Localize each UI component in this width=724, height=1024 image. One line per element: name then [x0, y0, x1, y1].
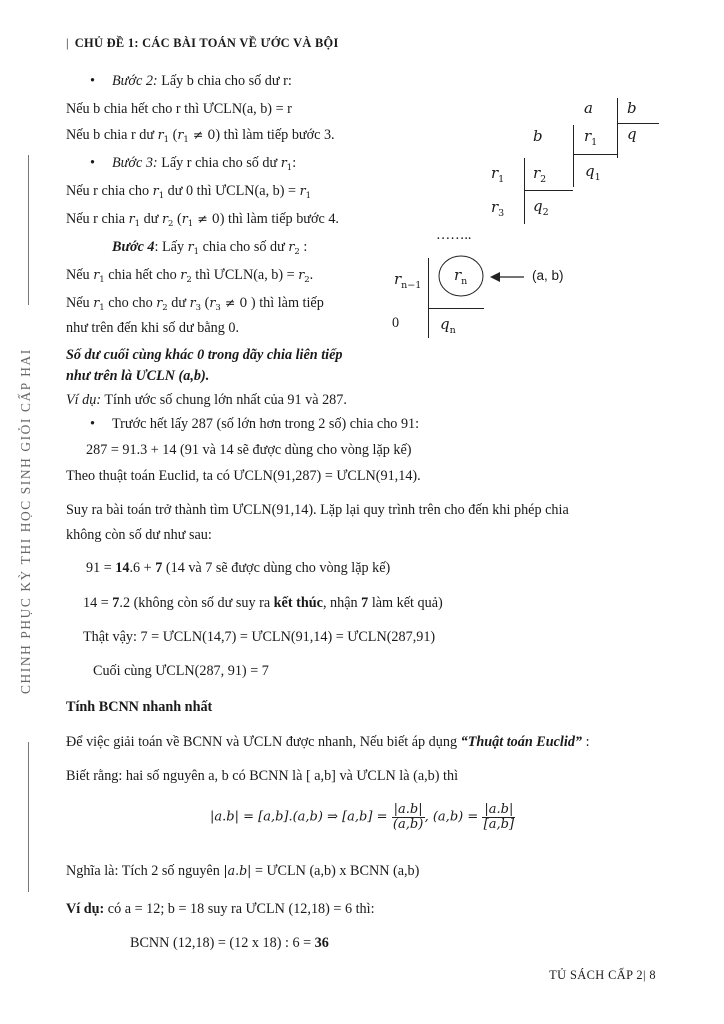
var: r — [177, 127, 184, 142]
var: r — [394, 270, 402, 288]
var: r — [280, 155, 287, 170]
var: q — [533, 197, 543, 215]
bold: kết thúc — [273, 595, 323, 611]
step-3-text: Lấy r chia cho số dư — [157, 155, 281, 171]
formula-part: |a.b| = [a,b].(a,b) ⇒ [a,b] = — [210, 809, 392, 825]
var: r — [128, 211, 135, 226]
var: r — [152, 183, 159, 198]
text: dư 0 thì ƯCLN(a, b) = — [164, 183, 300, 199]
var: r — [491, 164, 499, 182]
var: r — [157, 127, 164, 142]
math-r1 — [181, 211, 194, 229]
math-r2 — [161, 211, 174, 229]
math-r1 — [152, 183, 165, 201]
bold: 7 — [112, 595, 120, 611]
dg-arrow-label: (a, b) — [532, 268, 564, 283]
sub: 2 — [294, 247, 300, 257]
sub: n−1 — [401, 280, 422, 291]
var: r — [181, 211, 188, 226]
bold: 36 — [314, 935, 329, 951]
math-r1 — [177, 127, 189, 145]
example-1-eq2 — [86, 560, 390, 576]
math-r1 — [157, 127, 170, 145]
var: r — [288, 239, 295, 254]
text: Nếu r chia cho — [66, 183, 153, 199]
text: ) thì làm tiếp — [247, 295, 324, 311]
bcnn-formula — [210, 803, 515, 833]
sidebar-title: CHINH PHỤC KỲ THI HỌC SINH GIỎI CẤP HAI — [18, 348, 33, 694]
step-4 — [112, 239, 307, 258]
step-4-line-3: như trên đến khi số dư bằng 0. — [66, 320, 239, 336]
sub: 1 — [193, 247, 200, 257]
text: ( — [169, 127, 178, 143]
text: dư — [140, 211, 162, 227]
math-r1 — [187, 239, 200, 257]
text: BCNN (12,18) = (12 x 18) : 6 = — [130, 935, 315, 951]
sub: 3 — [215, 303, 221, 313]
text: dư — [167, 295, 190, 311]
math-r2 — [180, 267, 192, 285]
text: Nghĩa là: Tích 2 số nguyên — [66, 863, 224, 879]
dg-zero: 0 — [392, 315, 400, 331]
denominator: (a,b) — [392, 817, 424, 833]
math-r2 — [156, 295, 168, 313]
dg-r3 — [491, 198, 504, 219]
sidebar-line-bottom — [28, 742, 29, 892]
step-3-label: Bước 3: — [112, 155, 158, 171]
bold: 7 — [155, 560, 163, 576]
dg-qn — [440, 315, 456, 336]
var: r — [156, 295, 163, 310]
var: r — [298, 267, 305, 282]
sub: 1 — [305, 191, 312, 201]
math-r1 — [93, 295, 105, 313]
step-3-line-2 — [66, 211, 339, 230]
dg-hline-4 — [428, 308, 484, 309]
bcnn-heading: Tính BCNN nhanh nhất — [66, 699, 213, 715]
var: r — [161, 211, 169, 226]
sub: n — [461, 276, 468, 287]
text: 14 = — [83, 595, 113, 611]
text: : — [582, 734, 590, 750]
text: ( — [173, 211, 182, 227]
step-4-line-2 — [66, 295, 324, 314]
var: r — [187, 239, 194, 254]
step-3 — [112, 155, 296, 174]
text: : Lấy — [154, 239, 188, 255]
step-2-text: Lấy b chia cho số dư r: — [157, 73, 292, 89]
dg-b-top: b — [627, 99, 637, 117]
text: .2 (không còn số dư suy ra — [119, 595, 274, 611]
sub: 2 — [162, 303, 168, 313]
sub: 1 — [99, 275, 105, 285]
conclusion-line-1: Số dư cuối cùng khác 0 trong dãy chia liên tiếp — [66, 347, 343, 363]
text: Tính ước số chung lớn nhất của 91 và 287. — [101, 392, 347, 408]
text: . — [309, 267, 314, 283]
step-2-line-1: Nếu b chia hết cho r thì ƯCLN(a, b) = r — [66, 101, 292, 117]
math-neq: ≠ 0 — [193, 211, 220, 226]
header-bar: | — [66, 36, 69, 50]
step-4-line-1 — [66, 267, 313, 286]
sub: n — [449, 325, 456, 336]
example-1-eq4: Thật vậy: 7 = ƯCLN(14,7) = ƯCLN(91,14) = ƯCLN(287,91) — [83, 629, 436, 645]
example-1-eq1: 287 = 91.3 + 14 (91 và 14 sẽ được dùng cho vòng lặp kế) — [86, 442, 412, 458]
text: ) thì làm tiếp bước 4. — [219, 211, 339, 227]
math-r2 — [288, 239, 300, 257]
sidebar-line-top — [28, 155, 29, 305]
var: r — [209, 295, 216, 310]
text: : — [292, 155, 297, 171]
sub: 1 — [498, 174, 505, 185]
example-1-theo: Theo thuật toán Euclid, ta có ƯCLN(91,287) = ƯCLN(91,14). — [66, 468, 421, 484]
example-label: Ví dụ: — [66, 392, 102, 408]
dg-hline-1 — [617, 123, 659, 124]
sub: 2 — [542, 207, 549, 218]
text: Nếu b chia r dư — [66, 127, 158, 143]
var: q — [585, 162, 595, 180]
dg-b: b — [533, 127, 543, 145]
dg-hline-3 — [524, 190, 573, 191]
page-footer: TỦ SÁCH CẤP 2| 8 — [549, 968, 656, 982]
bold: 14 — [115, 560, 130, 576]
var: r — [584, 127, 592, 145]
text: có a = 12; b = 18 suy ra ƯCLN (12,18) = 6 thì: — [104, 901, 375, 917]
dg-q: q — [627, 125, 637, 143]
math-neq: ≠ 0 — [220, 295, 248, 310]
text: = ƯCLN (a,b) x BCNN (a,b) — [251, 863, 420, 879]
text: cho cho — [104, 295, 157, 311]
dg-arrow-icon — [490, 270, 526, 284]
conclusion-line-2: như trên là ƯCLN (a,b). — [66, 368, 210, 384]
text: làm kết quả) — [368, 595, 443, 611]
example-1-eq3 — [83, 595, 443, 611]
example-1-para-2: không còn số dư như sau: — [66, 527, 212, 543]
sub: 2 — [186, 275, 192, 285]
text: : — [299, 239, 308, 255]
text: 91 = — [86, 560, 116, 576]
var: r — [180, 267, 187, 282]
dg-q1 — [585, 162, 601, 183]
bcnn-example-eq — [130, 935, 329, 951]
math-neq: ≠ 0 — [188, 127, 216, 142]
var: r — [189, 295, 196, 310]
sub: 3 — [195, 303, 202, 313]
numerator: |a.b| — [393, 802, 423, 817]
sub: 1 — [591, 137, 598, 148]
bold: 7 — [361, 595, 369, 611]
var: r — [299, 183, 306, 198]
bcnn-para-3 — [66, 863, 419, 879]
bcnn-para-2: Biết rằng: hai số nguyên a, b có BCNN là [ a,b] và ƯCLN là (a,b) thì — [66, 768, 459, 784]
bcnn-example — [66, 901, 375, 917]
text: Nếu — [66, 267, 94, 283]
var: q — [440, 315, 450, 333]
dg-vline-2 — [573, 125, 574, 187]
dg-vline-3 — [524, 158, 525, 224]
sub: 1 — [134, 219, 141, 229]
text: chia cho số dư — [199, 239, 289, 255]
dg-a: a — [584, 99, 593, 117]
dg-vline-1 — [617, 98, 618, 158]
text: ( — [201, 295, 210, 311]
dg-rn — [454, 266, 467, 287]
text: Nếu r chia — [66, 211, 129, 227]
dg-r1b — [491, 164, 504, 185]
dg-r1 — [584, 127, 597, 148]
text: Để việc giải toán về BCNN và ƯCLN được nhanh, Nếu biết áp dụng — [66, 734, 461, 750]
math-r1 — [280, 155, 293, 173]
sub: 1 — [99, 303, 105, 313]
math-r3 — [189, 295, 202, 313]
dg-hline-2 — [573, 154, 617, 155]
math-r1 — [128, 211, 141, 229]
dg-r2 — [533, 164, 546, 185]
sub: 1 — [163, 135, 170, 145]
example-1-para-1: Suy ra bài toán trở thành tìm ƯCLN(91,14). Lặp lại quy trình trên cho đến khi phép chia — [66, 502, 569, 518]
math-r2 — [298, 267, 310, 285]
sub: 1 — [158, 191, 165, 201]
formula-frac-2 — [482, 803, 515, 833]
bcnn-para-1 — [66, 734, 590, 750]
euclid-emphasis: “Thuật toán Euclid” — [460, 734, 583, 750]
numerator: |a.b| — [484, 802, 514, 817]
step-2 — [112, 73, 292, 89]
example-1-intro — [66, 392, 347, 408]
sub: 2 — [168, 219, 174, 229]
text: chia hết cho — [104, 267, 181, 283]
step-3-line-1 — [66, 183, 311, 202]
page-header — [66, 36, 339, 50]
sub: 2 — [304, 275, 310, 285]
sub: 2 — [540, 174, 547, 185]
step-2-line-2 — [66, 127, 335, 146]
dg-rn-1 — [394, 270, 421, 291]
dg-dots: …….. — [436, 227, 472, 243]
example-1-bullet: • Trước hết lấy 287 (số lớn hơn trong 2 số) chia cho 91: — [112, 416, 419, 432]
var: r — [491, 198, 499, 216]
example-1-eq5: Cuối cùng ƯCLN(287, 91) = 7 — [93, 663, 269, 679]
text: , nhận — [322, 595, 362, 611]
sub: 1 — [286, 163, 293, 173]
formula-frac-1 — [392, 803, 425, 833]
chapter-title: CHỦ ĐỀ 1: CÁC BÀI TOÁN VỀ ƯỚC VÀ BỘI — [74, 36, 339, 50]
math-r1 — [93, 267, 105, 285]
text: ) thì làm tiếp bước 3. — [215, 127, 335, 143]
dg-vline-4 — [428, 258, 429, 338]
sub: 3 — [498, 208, 505, 219]
sub: 1 — [183, 135, 189, 145]
var: r — [454, 266, 462, 284]
formula-part: , (a,b) = — [424, 809, 483, 825]
dg-q2 — [533, 197, 549, 218]
step-4-label: Bước 4 — [112, 239, 155, 255]
math-abs-ab: |a.b| — [223, 863, 252, 878]
math-r1 — [299, 183, 312, 201]
text: thì ƯCLN(a, b) = — [191, 267, 299, 283]
text: .6 + — [129, 560, 156, 576]
example-label: Ví dụ: — [66, 901, 105, 917]
sub: 1 — [594, 172, 601, 183]
text: Nếu — [66, 295, 94, 311]
denominator: [a,b] — [483, 817, 515, 833]
var: r — [93, 295, 100, 310]
var: r — [93, 267, 100, 282]
math-r3 — [209, 295, 221, 313]
text: (14 và 7 sẽ được dùng cho vòng lặp kế) — [162, 560, 391, 576]
sub: 1 — [187, 219, 194, 229]
var: r — [533, 164, 541, 182]
step-2-label: Bước 2: — [112, 73, 158, 89]
